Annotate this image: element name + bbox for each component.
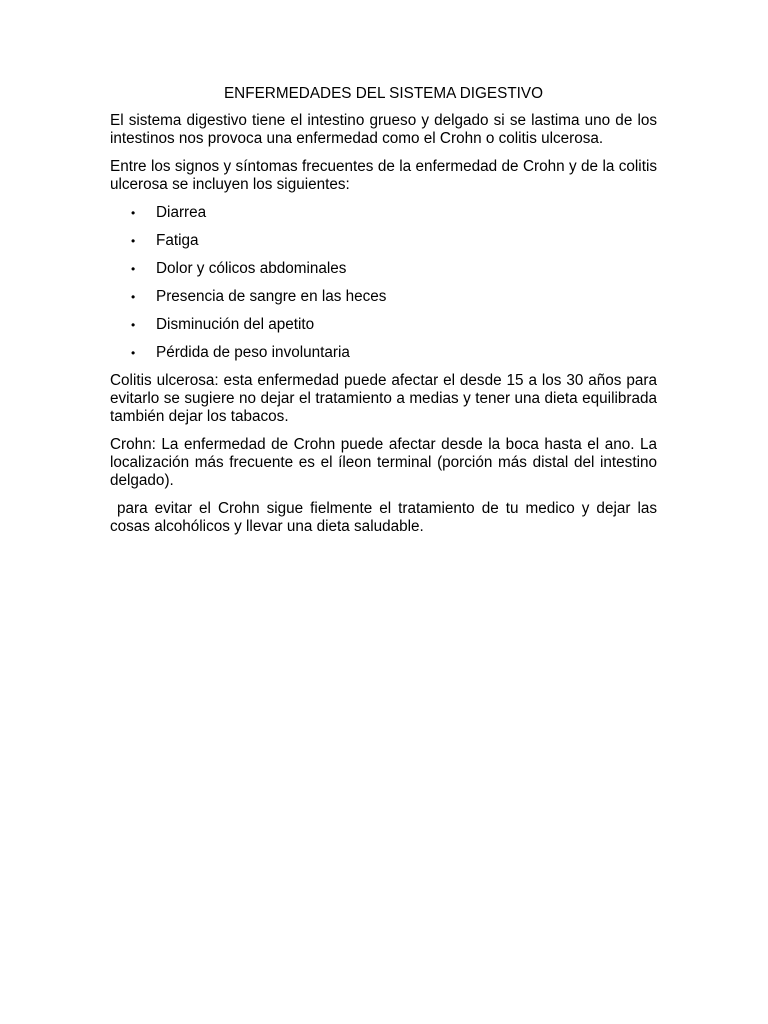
bullet-icon: • bbox=[131, 318, 136, 332]
advice-paragraph: para evitar el Crohn sigue fielmente el tratamiento de tu medico y dejar las cosas alcohólicos y llevar una dieta saludable. bbox=[110, 500, 662, 535]
list-item bbox=[110, 344, 657, 362]
crohn-paragraph: Crohn: La enfermedad de Crohn puede afectar desde la boca hasta el ano. La localización más frecuente es el íleon terminal (porción más distal del intestino delgado). bbox=[110, 436, 657, 489]
list-item-text: Disminución del apetito bbox=[156, 316, 315, 333]
list-item-text: Diarrea bbox=[156, 204, 207, 221]
bullet-icon: • bbox=[131, 234, 136, 248]
bullet-icon: • bbox=[131, 206, 136, 220]
document-title: ENFERMEDADES DEL SISTEMA DIGESTIVO bbox=[223, 85, 544, 102]
list-item-text: Fatiga bbox=[156, 232, 199, 249]
symptoms-intro-paragraph: Entre los signos y síntomas frecuentes de la enfermedad de Crohn y de la colitis ulcerosa se incluyen los siguientes: bbox=[110, 158, 657, 193]
bullet-icon: • bbox=[131, 262, 136, 276]
symptoms-list bbox=[110, 204, 657, 362]
bullet-icon: • bbox=[131, 346, 136, 360]
list-item-text: Pérdida de peso involuntaria bbox=[156, 344, 350, 361]
document-body bbox=[110, 85, 662, 546]
list-item bbox=[110, 316, 657, 334]
list-item bbox=[110, 288, 657, 306]
list-item bbox=[110, 260, 657, 278]
list-item bbox=[110, 204, 657, 222]
list-item-text: Presencia de sangre en las heces bbox=[156, 288, 387, 305]
list-item-text: Dolor y cólicos abdominales bbox=[156, 260, 347, 277]
list-item bbox=[110, 232, 657, 250]
colitis-paragraph: Colitis ulcerosa: esta enfermedad puede afectar el desde 15 a los 30 años para evitarlo se sugiere no dejar el tratamiento a medias y tener una dieta equilibrada también dejar los tabacos. bbox=[110, 372, 657, 425]
bullet-icon: • bbox=[131, 290, 136, 304]
intro-paragraph: El sistema digestivo tiene el intestino grueso y delgado si se lastima uno de los intestinos nos provoca una enfermedad como el Crohn o colitis ulcerosa. bbox=[110, 112, 657, 147]
